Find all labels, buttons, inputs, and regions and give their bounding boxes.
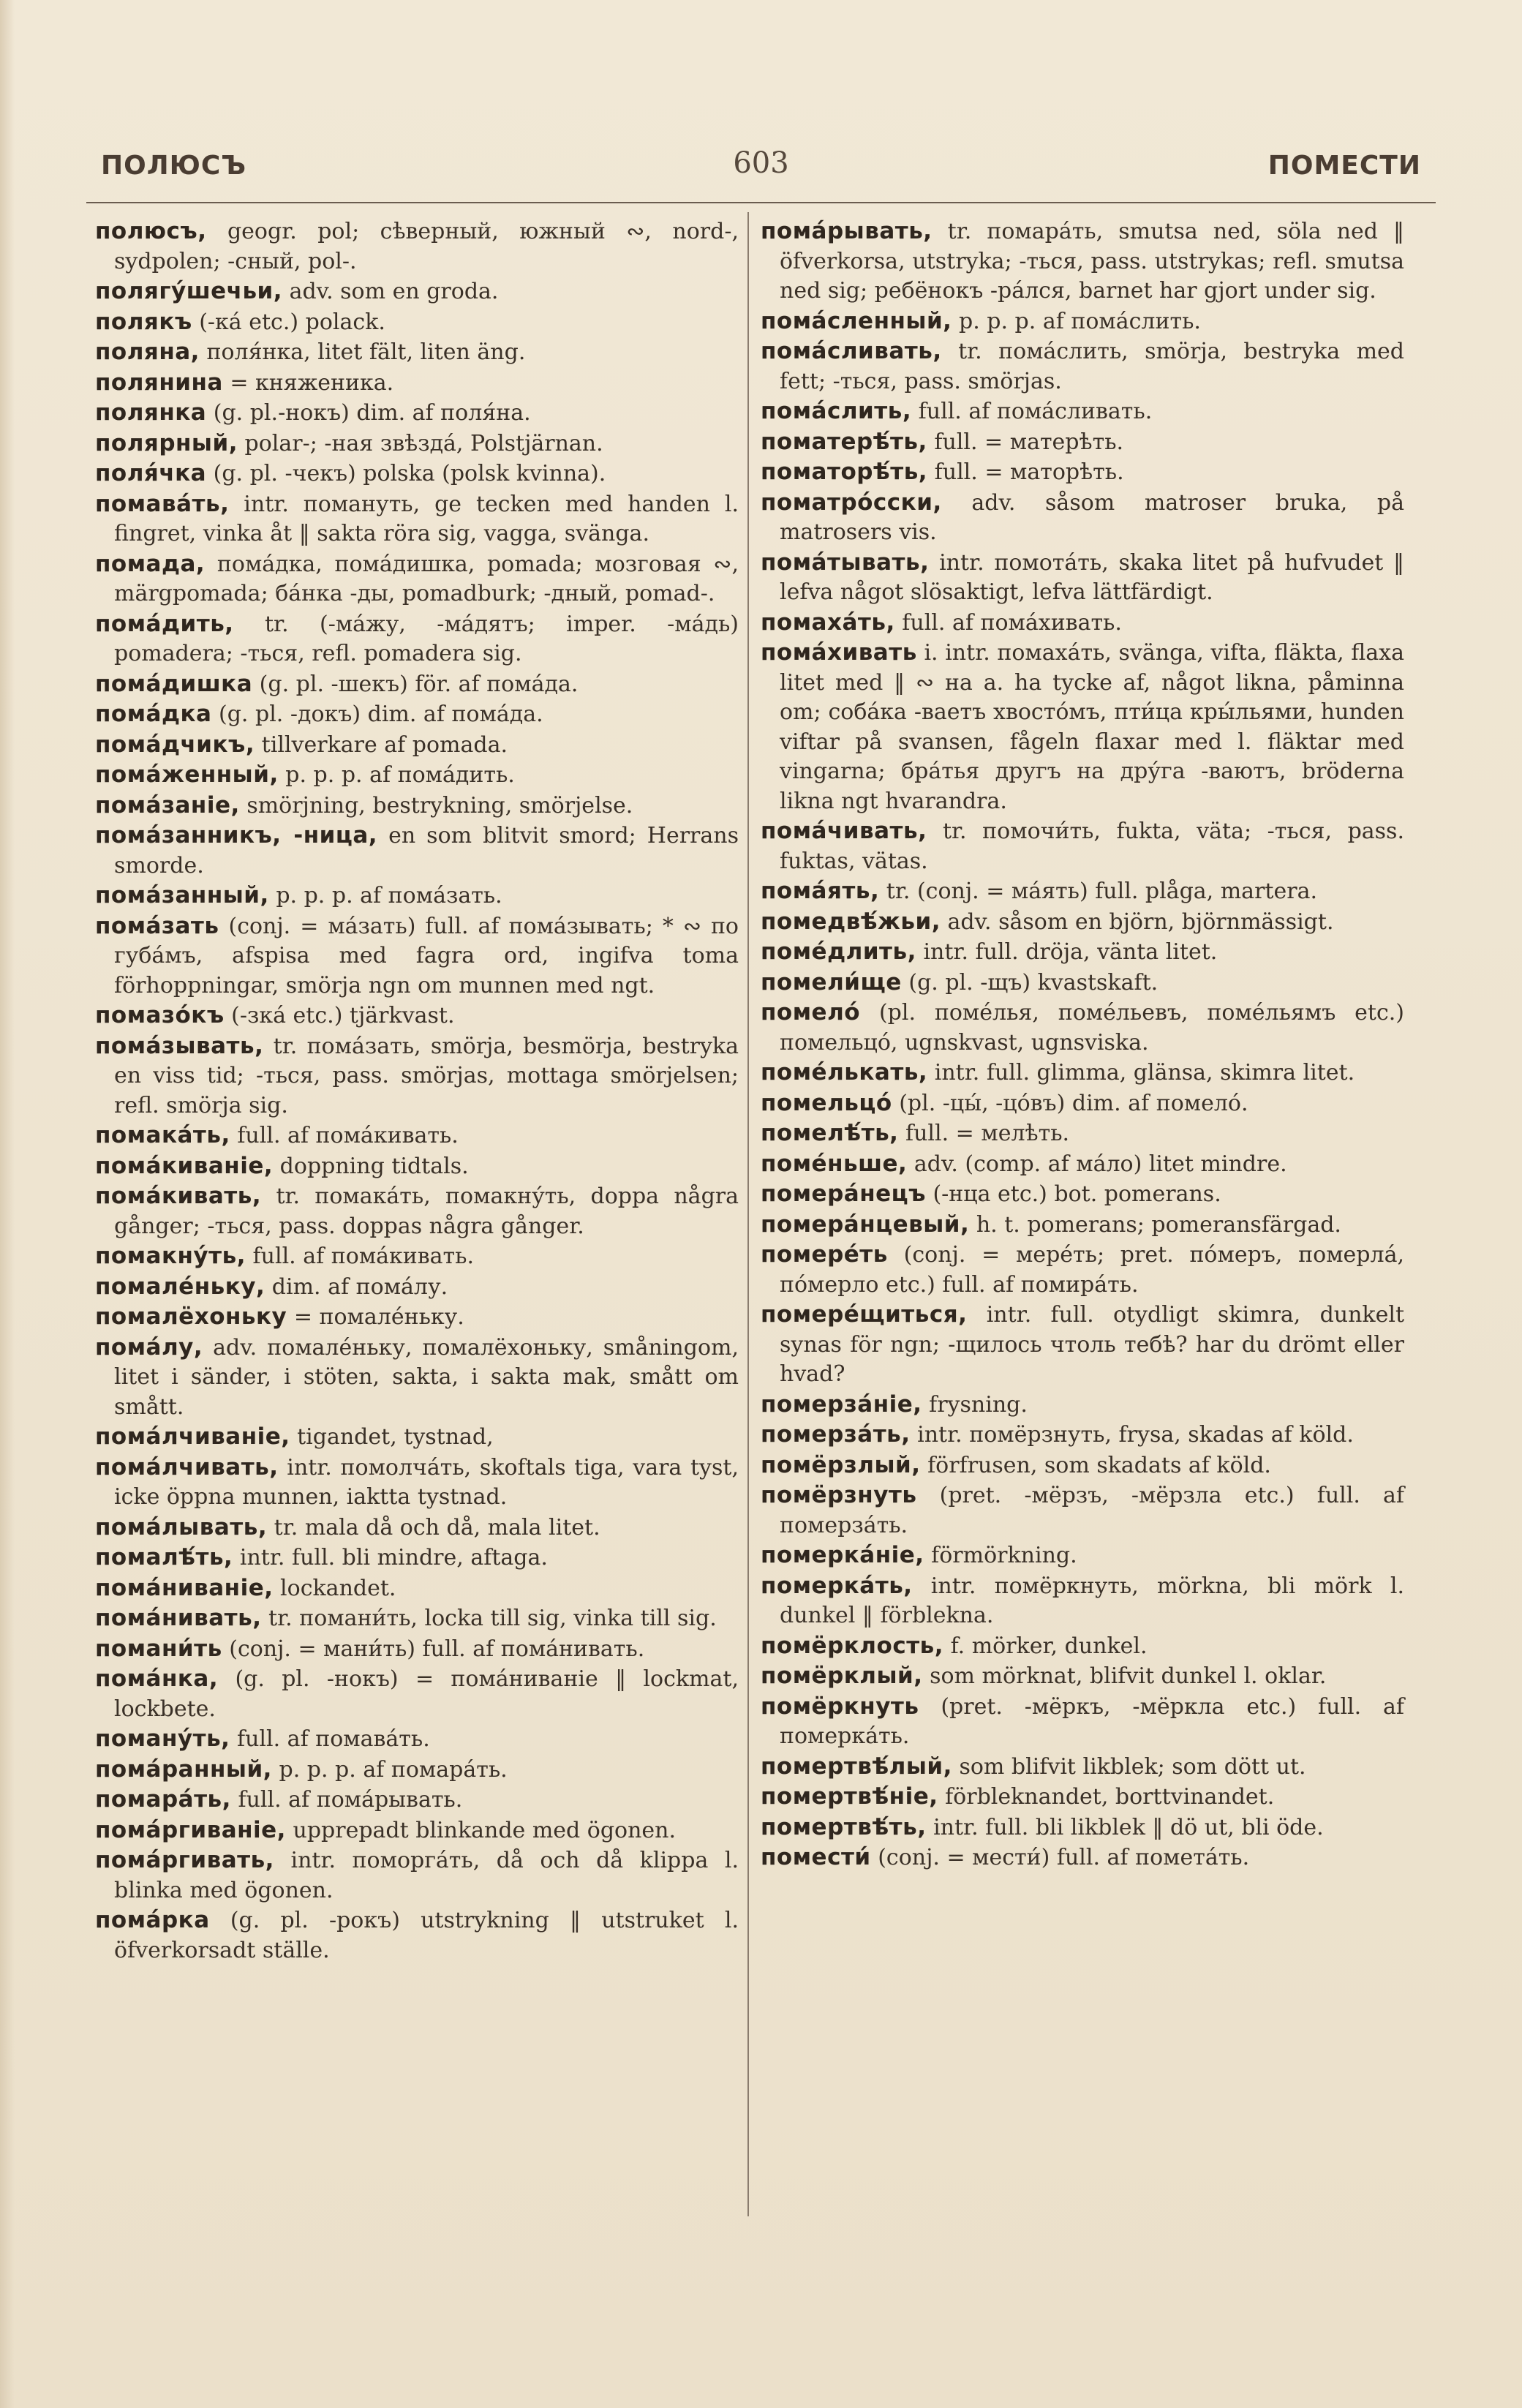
dictionary-entry — [761, 1058, 1404, 1088]
dictionary-entry — [95, 791, 739, 821]
dictionary-entry — [761, 1480, 1404, 1540]
entry-definition: p. p. p. af помара́ть. — [279, 1756, 508, 1783]
entry-headword: пома́женный, — [95, 761, 279, 788]
entry-headword: померза́нiе, — [761, 1391, 922, 1418]
entry-definition: tr. помака́ть, помакну́ть, doppa några gånger; -ться, pass. doppas några gånger. — [114, 1184, 739, 1239]
entry-definition: intr. помануть, ge tecken med handen l. fingret, vinka åt ‖ sakta röra sig, vagga, svänga. — [114, 491, 739, 546]
entry-definition: frysning. — [929, 1391, 1028, 1418]
page-number: 603 — [733, 146, 789, 180]
entry-headword: пома́ргиванiе, — [95, 1816, 286, 1843]
entry-definition: adv. som en groda. — [289, 279, 499, 304]
entry-definition: full. = мелѣть. — [905, 1121, 1070, 1146]
dictionary-entry — [95, 1031, 739, 1121]
entry-headword: помакну́ть, — [95, 1243, 246, 1269]
dictionary-entry — [95, 1603, 739, 1634]
entry-headword: пома́нивать, — [95, 1605, 262, 1631]
entry-headword: помёрклый, — [761, 1663, 923, 1689]
dictionary-entry — [95, 1302, 739, 1333]
entry-definition: full. af пома́рывать. — [238, 1787, 463, 1813]
entry-definition: h. t. pomerans; pomeransfärgad. — [976, 1211, 1341, 1238]
dictionary-entry — [95, 1634, 739, 1665]
entry-headword: помедвѣ́жьи, — [761, 908, 941, 935]
entry-headword: помёрклость, — [761, 1632, 944, 1659]
entry-headword: помава́ть, — [95, 490, 230, 517]
entry-definition: f. mörker, dunkel. — [950, 1633, 1148, 1659]
dictionary-entry — [761, 1179, 1404, 1210]
entry-headword: пома́рывать, — [761, 218, 933, 244]
entry-definition: tigandet, tystnad, — [297, 1424, 494, 1450]
left-column — [95, 217, 739, 1965]
entry-definition: tr. (conj. = ма́ять) full. plåga, martera. — [886, 878, 1317, 904]
dictionary-entry — [95, 1785, 739, 1816]
dictionary-entry — [761, 1782, 1404, 1813]
entry-definition: (g. pl. -нокъ) = пома́ниванiе ‖ lockmat, lockbete. — [114, 1666, 739, 1722]
dictionary-entry — [761, 1813, 1404, 1843]
entry-definition: (conj. = мани́ть) full. af пома́нивать. — [229, 1636, 645, 1662]
entry-definition: förfrusen, som skadats af köld. — [927, 1452, 1271, 1478]
entry-headword: поме́длить, — [761, 938, 916, 965]
entry-headword: полякъ — [95, 308, 192, 335]
dictionary-entry — [761, 1149, 1404, 1180]
entry-headword: померка́ть, — [761, 1572, 913, 1599]
entry-headword: поматро́сски, — [761, 489, 942, 516]
entry-headword: померка́нiе, — [761, 1542, 924, 1568]
entry-definition: (g. pl. -докъ) dim. af пома́да. — [219, 701, 543, 727]
entry-headword: пома́лчиванiе, — [95, 1423, 290, 1450]
right-column — [761, 217, 1404, 1873]
dictionary-entry — [95, 217, 739, 276]
entry-definition: upprepadt blinkande med ögonen. — [293, 1817, 677, 1843]
dictionary-entry — [761, 217, 1404, 306]
entry-headword: пома́ять, — [761, 878, 880, 904]
dictionary-entry — [95, 1845, 739, 1905]
entry-definition: polar-; -ная звѣзда́, Polstjärnan. — [244, 430, 603, 456]
dictionary-entry — [761, 1661, 1404, 1692]
entry-definition: intr. full. bli likblek ‖ dö ut, bli öde. — [933, 1814, 1324, 1840]
entry-definition: tr. mala då och då, mala litet. — [274, 1514, 600, 1540]
dictionary-entry — [95, 276, 739, 307]
entry-definition: (g. pl. -щъ) kvastskaft. — [908, 969, 1159, 996]
entry-definition: tr. пома́слить, smörja, bestryka med fett; -ться, pass. smörjas. — [780, 339, 1404, 394]
dictionary-entry — [95, 730, 739, 761]
entry-definition: i. intr. помаха́ть, svänga, vifta, fläkta, flaxa litet med ‖ ∾ на а. ha tycke af, något likna, påminna om; соба́ка -ваетъ хвосто́мъ, пти́ца кры́льями, hunden viftar på svansen, fågeln flaxar med l. fläktar med vingarna; бра́тья другъ на дру́га -ваютъ, bröderna likna ngt hvarandra. — [780, 640, 1404, 814]
entry-headword: пома́зывать, — [95, 1032, 264, 1059]
entry-definition: (-нца etc.) bot. pomerans. — [933, 1181, 1221, 1207]
entry-headword: помера́нцевый, — [761, 1211, 970, 1238]
dictionary-entry — [761, 336, 1404, 396]
entry-definition: tillverkare af pomada. — [261, 731, 508, 758]
dictionary-entry — [761, 457, 1404, 488]
entry-headword: помельцо́ — [761, 1089, 892, 1116]
entry-headword: помере́щиться, — [761, 1301, 968, 1328]
dictionary-entry — [761, 1210, 1404, 1241]
entry-headword: пома́кивать, — [95, 1183, 262, 1209]
dictionary-entry — [761, 1631, 1404, 1662]
dictionary-entry — [761, 998, 1404, 1058]
entry-headword: пома́ниванiе, — [95, 1574, 274, 1601]
header-right-guideword: ПОМЕСТИ — [1267, 151, 1421, 181]
entry-headword: помера́нецъ — [761, 1181, 926, 1207]
entry-definition: p. p. p. af пома́слить. — [959, 308, 1201, 334]
column-separator — [747, 212, 749, 2216]
entry-headword: пома́лывать, — [95, 1513, 268, 1540]
entry-headword: пома́дчикъ, — [95, 731, 255, 758]
entry-definition: dim. af пома́лу. — [271, 1273, 448, 1300]
dictionary-entry — [95, 1816, 739, 1846]
entry-definition: intr. full. otydligt skimra, dunkelt synas för ngn; -щилось чтоль тебѣ? har du drömt eller hvad? — [780, 1302, 1405, 1387]
dictionary-entry — [95, 1905, 739, 1965]
dictionary-entry — [95, 1422, 739, 1453]
entry-definition: full. = маторѣть. — [934, 459, 1124, 485]
entry-headword: пома́сливать, — [761, 338, 942, 364]
dictionary-entry — [761, 548, 1404, 608]
entry-definition: (g. pl. -чекъ) polska (polsk kvinna). — [213, 461, 606, 486]
entry-definition: поля́нка, litet fält, liten äng. — [206, 339, 526, 365]
entry-headword: полягу́шечьи, — [95, 278, 283, 304]
entry-definition: (conj. = мести́) full. af помета́ть. — [878, 1845, 1250, 1870]
entry-headword: помертвѣ́ть, — [761, 1813, 927, 1840]
dictionary-entry — [761, 608, 1404, 639]
entry-definition: en som blitvit smord; Herrans smorde. — [114, 823, 739, 878]
entry-definition: tr. пома́зать, smörja, besmörja, bestryka en viss tid; -ться, pass. smörjas, mottaga smörjelsen; refl. smörja sig. — [114, 1033, 739, 1118]
entry-definition: пома́дка, пома́дишка, pomada; мозговая ∾, märgpomada; ба́нка -ды, pomadburk; -дный, pomad-. — [114, 551, 739, 606]
dictionary-entry — [95, 1664, 739, 1724]
entry-headword: помело́ — [761, 999, 861, 1026]
entry-definition: intr. помота́ть, skaka litet på hufvudet ‖ lefva något slösaktigt, lefva lättfärdigt. — [780, 549, 1404, 605]
entry-headword: пома́дишка — [95, 670, 253, 697]
entry-definition: full. = матерѣть. — [934, 429, 1124, 455]
entry-headword: пома́лу, — [95, 1333, 203, 1361]
entry-definition: intr. full. dröja, vänta litet. — [923, 939, 1218, 965]
dictionary-entry — [95, 609, 739, 669]
dictionary-entry — [761, 1571, 1404, 1631]
entry-headword: помада, — [95, 550, 206, 577]
entry-headword: поматерѣ́ть, — [761, 428, 927, 455]
entry-headword: пома́зать — [95, 912, 219, 939]
entry-definition: förbleknandet, borttvinandet. — [945, 1784, 1275, 1810]
dictionary-entry — [95, 1573, 739, 1604]
entry-headword: полянина — [95, 369, 223, 396]
entry-headword: пома́дка — [95, 701, 212, 727]
entry-headword: полянка — [95, 399, 207, 426]
dictionary-entry — [95, 549, 739, 609]
entry-headword: помани́ть — [95, 1635, 222, 1662]
dictionary-entry — [95, 1724, 739, 1755]
dictionary-entry — [95, 1181, 739, 1241]
entry-definition: (pret. -мёрзъ, -мёрзла etc.) full. af померза́ть. — [780, 1483, 1404, 1538]
dictionary-entry — [761, 937, 1404, 968]
entry-headword: помале́ньку, — [95, 1273, 265, 1300]
header-rule — [86, 202, 1436, 203]
dictionary-entry — [95, 1272, 739, 1303]
entry-definition: adv. såsom en björn, björnmässigt. — [947, 908, 1334, 935]
dictionary-entry — [761, 968, 1404, 998]
dictionary-entry — [95, 307, 739, 338]
entry-headword: поматорѣ́ть, — [761, 459, 928, 485]
entry-definition: (g. pl. -рокъ) utstrykning ‖ utstruket l. öfverkorsadt ställe. — [114, 1908, 739, 1963]
dictionary-entry — [761, 306, 1404, 337]
entry-headword: помелѣ́ть, — [761, 1120, 899, 1146]
dictionary-entry — [761, 907, 1404, 938]
dictionary-entry — [95, 398, 739, 429]
entry-definition: geogr. pol; сѣверный, южный ∾, nord-, sydpolen; -сный, pol-. — [114, 219, 739, 274]
entry-definition: adv. (comp. af ма́ло) litet mindre. — [913, 1151, 1287, 1177]
entry-definition: tr. помара́ть, smutsa ned, söla ned ‖ öfverkorsa, utstryka; -ться, pass. utstrykas; refl. smutsa ned sig; ребёнокъ -ра́лся, barnet har gjort under sig. — [780, 219, 1404, 304]
dictionary-entry — [761, 427, 1404, 458]
dictionary-entry — [761, 1451, 1404, 1481]
entry-definition: full. af помава́ть. — [237, 1726, 430, 1752]
entry-definition: intr. full. glimma, glänsa, skimra litet. — [934, 1060, 1355, 1086]
entry-headword: поме́ньше, — [761, 1150, 908, 1177]
entry-headword: пома́тывать, — [761, 549, 930, 576]
dictionary-entry — [95, 1453, 739, 1513]
entry-definition: p. p. p. af пома́зать. — [276, 883, 502, 908]
entry-headword: помазо́къ — [95, 1002, 225, 1028]
entry-headword: помёрзлый, — [761, 1451, 921, 1478]
entry-headword: помака́ть, — [95, 1122, 230, 1148]
entry-definition: tr. помочи́ть, fukta, väta; -ться, pass. fuktas, vätas. — [780, 819, 1404, 874]
entry-definition: full. af пома́кивать. — [252, 1243, 475, 1269]
dictionary-entry — [95, 489, 739, 549]
entry-definition: som blifvit likblek; som dött ut. — [959, 1753, 1306, 1780]
dictionary-entry — [761, 1240, 1404, 1300]
dictionary-entry — [95, 368, 739, 399]
entry-headword: поляна, — [95, 339, 200, 365]
entry-definition: adv. såsom matroser bruka, på matrosers vis. — [780, 489, 1404, 545]
dictionary-entry — [95, 1121, 739, 1151]
entry-headword: пома́нка, — [95, 1666, 219, 1692]
dictionary-entry — [761, 1843, 1404, 1873]
dictionary-entry — [761, 1118, 1404, 1149]
entry-definition: adv. помале́ньку, помалёхоньку, småningom, litet i sänder, i stöten, sakta, i sakta mak, smått om smått. — [114, 1334, 739, 1420]
entry-definition: (-ка́ etc.) polack. — [199, 309, 385, 335]
dictionary-entry — [761, 1300, 1404, 1390]
entry-definition: full. af пома́сливать. — [918, 399, 1153, 424]
entry-definition: (pret. -мёркъ, -мёркла etc.) full. af померка́ть. — [780, 1693, 1404, 1749]
entry-headword: поля́чка — [95, 460, 207, 486]
entry-headword: пома́дить, — [95, 610, 234, 637]
entry-definition: (conj. = мере́ть; pret. по́меръ, померла́, по́мерло etc.) full. af помира́ть. — [780, 1242, 1404, 1298]
header-left-guideword: ПОЛЮСЪ — [101, 151, 247, 181]
entry-headword: пома́сленный, — [761, 307, 952, 334]
entry-definition: som mörknat, blifvit dunkel l. oklar. — [930, 1663, 1327, 1689]
entry-headword: пома́занный, — [95, 882, 269, 908]
entry-headword: пома́рка — [95, 1907, 210, 1933]
entry-definition: förmörkning. — [931, 1543, 1077, 1568]
dictionary-entry — [761, 396, 1404, 427]
entry-definition: intr. помолча́ть, skoftals tiga, vara tyst, icke öppna munnen, iaktta tystnad. — [114, 1454, 739, 1510]
dictionary-entry — [95, 821, 739, 881]
dictionary-entry — [95, 459, 739, 489]
dictionary-entry — [95, 760, 739, 791]
entry-headword: пома́занiе, — [95, 791, 240, 819]
dictionary-entry — [761, 1088, 1404, 1119]
entry-definition: doppning tidtals. — [279, 1153, 469, 1179]
entry-headword: помаха́ть, — [761, 609, 895, 636]
entry-headword: полярный, — [95, 429, 238, 456]
entry-definition: (-зка́ etc.) tjärkvast. — [231, 1003, 455, 1028]
entry-headword: поману́ть, — [95, 1726, 230, 1752]
entry-headword: помели́ще — [761, 968, 902, 996]
dictionary-entry — [95, 1333, 739, 1423]
entry-definition: tr. (-ма́жу, -ма́дятъ; imper. -ма́дь) pomadera; -ться, refl. pomadera sig. — [114, 611, 739, 666]
dictionary-entry — [95, 1513, 739, 1543]
entry-headword: пома́чивать, — [761, 818, 927, 844]
entry-definition: full. af пома́хивать. — [902, 609, 1122, 636]
dictionary-entry — [761, 816, 1404, 876]
entry-headword: помара́ть, — [95, 1786, 231, 1813]
entry-definition: (g. pl.-нокъ) dim. af поля́на. — [213, 400, 531, 426]
entry-definition: intr. full. bli mindre, aftaga. — [239, 1545, 548, 1570]
entry-definition: (pl. поме́лья, поме́льевъ, поме́льямъ etc.) помельцо́, ugnskvast, ugnsviska. — [780, 1000, 1404, 1056]
entry-headword: померза́ть, — [761, 1421, 911, 1448]
dictionary-entry — [95, 1755, 739, 1786]
entry-definition: lockandet. — [280, 1575, 396, 1601]
entry-headword: помёрзнуть — [761, 1482, 917, 1508]
entry-definition: intr. поморга́ть, då och då klippa l. blinka med ögonen. — [114, 1848, 739, 1903]
entry-headword: помалёхоньку — [95, 1303, 287, 1330]
entry-headword: помертвѣ́нiе, — [761, 1783, 938, 1810]
dictionary-entry — [761, 876, 1404, 907]
entry-definition: (g. pl. -шекъ) för. af пома́да. — [259, 671, 579, 697]
dictionary-entry — [95, 1241, 739, 1272]
entry-headword: пома́киванiе, — [95, 1152, 274, 1179]
dictionary-entry — [95, 699, 739, 730]
entry-definition: intr. помёркнуть, mörkna, bli mörk l. dunkel ‖ förblekna. — [780, 1573, 1404, 1628]
dictionary-entry — [95, 669, 739, 700]
dictionary-entry — [761, 1420, 1404, 1451]
entry-definition: = помале́ньку. — [293, 1304, 464, 1330]
entry-headword: полюсъ, — [95, 218, 207, 244]
entry-definition: tr. помани́ть, locka till sig, vinka till sig. — [268, 1606, 717, 1631]
dictionary-entry — [95, 911, 739, 1001]
page-spine-shadow — [0, 0, 15, 2408]
entry-headword: пома́слить, — [761, 398, 912, 424]
entry-headword: помести́ — [761, 1844, 871, 1870]
entry-definition: (conj. = ма́зать) full. af пома́зывать; * ∾ по губа́мъ, afspisa med fagra ord, ingifva toma förhoppningar, smörja ngn om munnen med ngt. — [114, 913, 739, 998]
dictionary-entry — [761, 488, 1404, 548]
entry-definition: (pl. -цы́, -цо́въ) dim. af помело́. — [899, 1090, 1248, 1116]
dictionary-entry — [95, 1543, 739, 1573]
dictionary-entry — [95, 1001, 739, 1031]
entry-definition: = княженика. — [230, 369, 394, 396]
entry-headword: помалѣ́ть, — [95, 1544, 233, 1570]
dictionary-entry — [761, 638, 1404, 816]
entry-definition: full. af пома́кивать. — [237, 1123, 459, 1148]
dictionary-entry — [95, 881, 739, 911]
entry-headword: пома́занникъ, -ница, — [95, 822, 378, 849]
running-header — [86, 146, 1436, 197]
dictionary-entry — [761, 1540, 1404, 1571]
dictionary-entry — [95, 429, 739, 459]
entry-headword: помере́ть — [761, 1241, 888, 1268]
dictionary-entry — [761, 1692, 1404, 1752]
entry-headword: пома́ранный, — [95, 1756, 272, 1783]
entry-definition: smörjning, bestrykning, smörjelse. — [246, 792, 633, 819]
entry-headword: помёркнуть — [761, 1693, 919, 1720]
entry-headword: пома́хивать — [761, 639, 917, 666]
dictionary-entry — [95, 337, 739, 368]
entry-headword: пома́ргивать, — [95, 1847, 274, 1873]
entry-headword: поме́лькать, — [761, 1059, 928, 1086]
dictionary-entry — [95, 1151, 739, 1182]
entry-headword: пома́лчивать, — [95, 1453, 279, 1480]
dictionary-entry — [761, 1752, 1404, 1783]
dictionary-entry — [761, 1390, 1404, 1421]
entry-definition: intr. помёрзнуть, frysa, skadas af köld. — [917, 1422, 1354, 1448]
entry-headword: помертвѣ́лый, — [761, 1753, 952, 1780]
entry-definition: p. p. p. af пома́дить. — [285, 762, 515, 788]
